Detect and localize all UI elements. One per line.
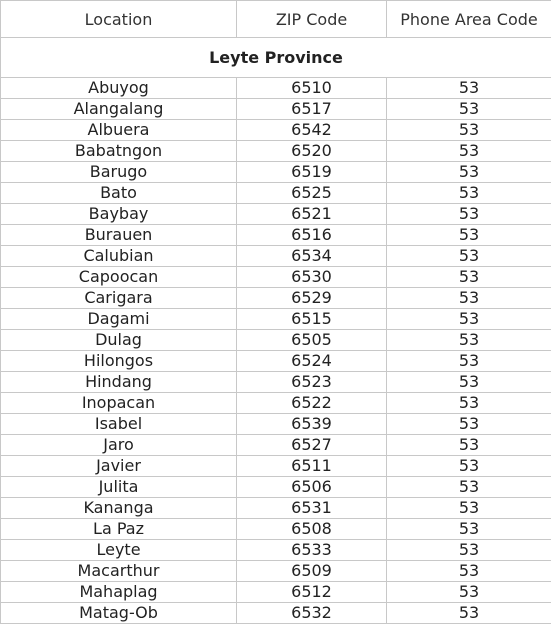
cell-zip-code: 6510 xyxy=(237,78,387,99)
cell-zip-code: 6527 xyxy=(237,435,387,456)
cell-phone-area-code: 53 xyxy=(387,120,551,141)
cell-phone-area-code: 53 xyxy=(387,246,551,267)
table-row xyxy=(1,288,551,309)
cell-phone-area-code: 53 xyxy=(387,288,551,309)
cell-location: Leyte xyxy=(1,540,237,561)
cell-phone-area-code: 53 xyxy=(387,99,551,120)
cell-zip-code: 6516 xyxy=(237,225,387,246)
cell-zip-code: 6508 xyxy=(237,519,387,540)
cell-phone-area-code: 53 xyxy=(387,309,551,330)
cell-zip-code: 6505 xyxy=(237,330,387,351)
cell-phone-area-code: 53 xyxy=(387,225,551,246)
table-row xyxy=(1,561,551,582)
cell-zip-code: 6542 xyxy=(237,120,387,141)
cell-location: Julita xyxy=(1,477,237,498)
cell-phone-area-code: 53 xyxy=(387,393,551,414)
cell-zip-code: 6524 xyxy=(237,351,387,372)
cell-zip-code: 6512 xyxy=(237,582,387,603)
table-row xyxy=(1,78,551,99)
table-row xyxy=(1,246,551,267)
cell-phone-area-code: 53 xyxy=(387,582,551,603)
cell-location: Dagami xyxy=(1,309,237,330)
table-row xyxy=(1,519,551,540)
cell-location: Jaro xyxy=(1,435,237,456)
cell-location: Javier xyxy=(1,456,237,477)
cell-phone-area-code: 53 xyxy=(387,204,551,225)
cell-location: Alangalang xyxy=(1,99,237,120)
cell-phone-area-code: 53 xyxy=(387,267,551,288)
table-row xyxy=(1,99,551,120)
table-row xyxy=(1,162,551,183)
table-row xyxy=(1,267,551,288)
cell-zip-code: 6530 xyxy=(237,267,387,288)
cell-phone-area-code: 53 xyxy=(387,141,551,162)
cell-location: Mahaplag xyxy=(1,582,237,603)
cell-phone-area-code: 53 xyxy=(387,78,551,99)
cell-phone-area-code: 53 xyxy=(387,330,551,351)
cell-zip-code: 6509 xyxy=(237,561,387,582)
table-row xyxy=(1,498,551,519)
cell-location: Inopacan xyxy=(1,393,237,414)
cell-zip-code: 6511 xyxy=(237,456,387,477)
cell-zip-code: 6506 xyxy=(237,477,387,498)
table-row xyxy=(1,183,551,204)
table-header-row xyxy=(1,1,551,38)
cell-location: Albuera xyxy=(1,120,237,141)
table-row xyxy=(1,372,551,393)
cell-phone-area-code: 53 xyxy=(387,477,551,498)
cell-phone-area-code: 53 xyxy=(387,351,551,372)
table-row xyxy=(1,309,551,330)
cell-location: Matag-Ob xyxy=(1,603,237,624)
cell-zip-code: 6515 xyxy=(237,309,387,330)
cell-location: Bato xyxy=(1,183,237,204)
table-row xyxy=(1,414,551,435)
cell-location: Hindang xyxy=(1,372,237,393)
cell-phone-area-code: 53 xyxy=(387,183,551,204)
cell-zip-code: 6522 xyxy=(237,393,387,414)
cell-location: Barugo xyxy=(1,162,237,183)
cell-zip-code: 6519 xyxy=(237,162,387,183)
table-row xyxy=(1,225,551,246)
table-row xyxy=(1,330,551,351)
section-title: Leyte Province xyxy=(1,38,551,78)
table-row xyxy=(1,120,551,141)
cell-location: Baybay xyxy=(1,204,237,225)
header-location: Location xyxy=(1,1,237,38)
cell-phone-area-code: 53 xyxy=(387,162,551,183)
cell-phone-area-code: 53 xyxy=(387,456,551,477)
table-row xyxy=(1,141,551,162)
cell-location: Carigara xyxy=(1,288,237,309)
cell-location: La Paz xyxy=(1,519,237,540)
header-zip-code: ZIP Code xyxy=(237,1,387,38)
cell-phone-area-code: 53 xyxy=(387,372,551,393)
cell-zip-code: 6520 xyxy=(237,141,387,162)
section-header-row xyxy=(1,38,551,78)
cell-phone-area-code: 53 xyxy=(387,561,551,582)
table-row xyxy=(1,540,551,561)
table-row xyxy=(1,435,551,456)
table-body xyxy=(1,78,551,624)
cell-zip-code: 6531 xyxy=(237,498,387,519)
table-row xyxy=(1,393,551,414)
cell-zip-code: 6521 xyxy=(237,204,387,225)
cell-zip-code: 6533 xyxy=(237,540,387,561)
cell-location: Capoocan xyxy=(1,267,237,288)
cell-zip-code: 6523 xyxy=(237,372,387,393)
cell-phone-area-code: 53 xyxy=(387,414,551,435)
cell-location: Babatngon xyxy=(1,141,237,162)
cell-location: Abuyog xyxy=(1,78,237,99)
table-row xyxy=(1,204,551,225)
cell-zip-code: 6539 xyxy=(237,414,387,435)
cell-zip-code: 6525 xyxy=(237,183,387,204)
table-row xyxy=(1,582,551,603)
cell-zip-code: 6532 xyxy=(237,603,387,624)
cell-location: Macarthur xyxy=(1,561,237,582)
cell-phone-area-code: 53 xyxy=(387,603,551,624)
cell-location: Hilongos xyxy=(1,351,237,372)
cell-location: Calubian xyxy=(1,246,237,267)
table-row xyxy=(1,351,551,372)
cell-zip-code: 6529 xyxy=(237,288,387,309)
cell-zip-code: 6517 xyxy=(237,99,387,120)
header-phone-area-code: Phone Area Code xyxy=(387,1,551,38)
table-row xyxy=(1,603,551,624)
cell-phone-area-code: 53 xyxy=(387,498,551,519)
cell-location: Kananga xyxy=(1,498,237,519)
cell-location: Isabel xyxy=(1,414,237,435)
cell-location: Dulag xyxy=(1,330,237,351)
table-row xyxy=(1,477,551,498)
cell-phone-area-code: 53 xyxy=(387,519,551,540)
cell-location: Burauen xyxy=(1,225,237,246)
cell-zip-code: 6534 xyxy=(237,246,387,267)
table-row xyxy=(1,456,551,477)
cell-phone-area-code: 53 xyxy=(387,435,551,456)
cell-phone-area-code: 53 xyxy=(387,540,551,561)
